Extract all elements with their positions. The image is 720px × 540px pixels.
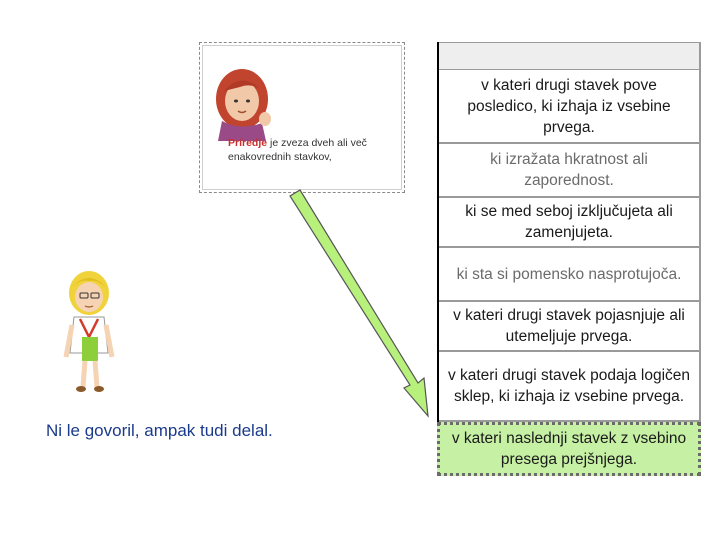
option-cell-exclusion[interactable] [439,198,699,248]
option-cell-explanation[interactable] [439,302,699,352]
option-text: v kateri drugi stavek pove posledico, ki izhaja iz vsebine prvega. [467,76,671,136]
option-cell-gradation-highlighted[interactable] [437,422,701,476]
option-text: v kateri drugi stavek podaja logičen sklep, ki izhaja iz vsebine prvega. [447,367,691,405]
caption-keyword: Priredje [228,137,268,149]
option-text: ki izražata hkratnost ali zaporednost. [490,151,648,189]
option-cell-consequence[interactable] [439,70,699,144]
caption-line-1: je zveza dveh ali več [267,137,367,149]
column-header [439,42,699,70]
illustration-card [199,42,405,193]
girl-illustration [210,61,280,141]
option-text: v kateri drugi stavek pojasnjuje ali utemeljuje prvega. [453,307,685,345]
option-text: v kateri naslednji stavek z vsebino presega prejšnjega. [451,430,687,468]
example-sentence: Ni le govoril, ampak tudi delal. [46,421,273,440]
option-cell-simultaneity[interactable] [439,144,699,198]
option-text: ki sta si pomensko nasprotujoča. [456,265,682,283]
caption-line-2: enakovrednih stavkov, [228,151,332,163]
boy-illustration [44,265,134,395]
option-cell-contrast[interactable] [439,248,699,302]
options-column [437,42,701,476]
option-text: ki se med seboj izključujeta ali zamenjujeta. [465,203,673,241]
card-caption [228,136,398,164]
option-cell-conclusion[interactable] [439,352,699,422]
